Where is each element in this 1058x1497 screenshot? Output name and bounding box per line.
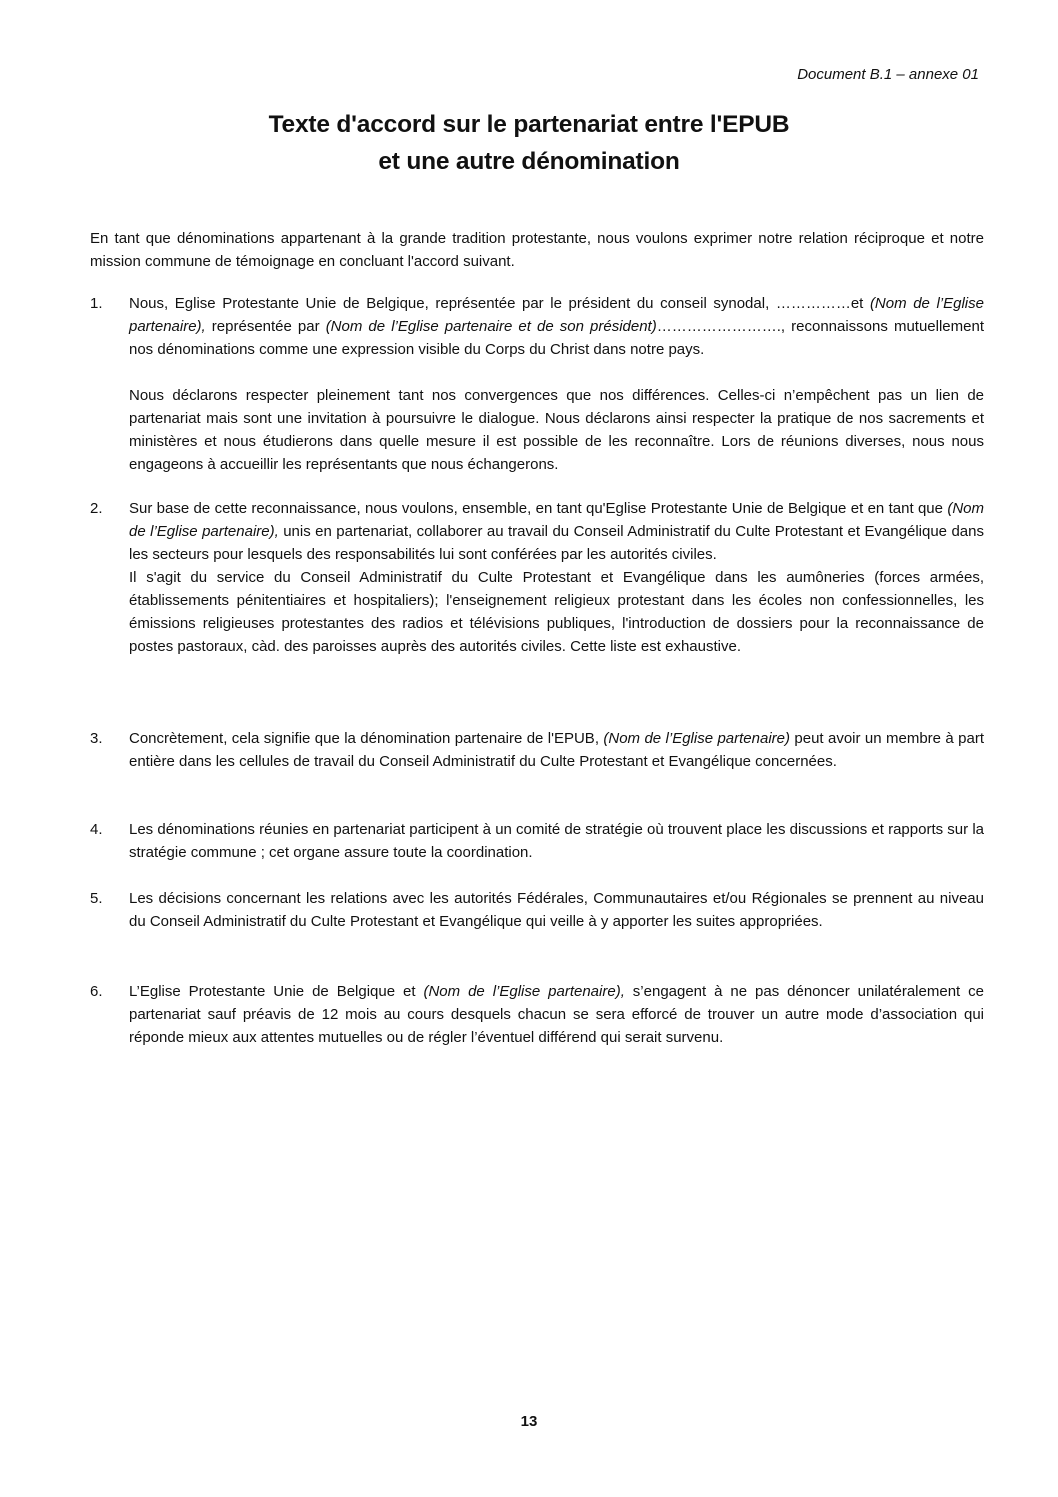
text-run: Sur base de cette reconnaissance, nous voulons, ensemble, en tant qu'Eglise Protestante Unie de Belgique et en tant que: [129, 500, 948, 517]
list-item-3: [90, 727, 984, 773]
text-run: Nous, Eglise Protestante Unie de Belgique, représentée par le président du conseil synodal, ……………et: [129, 295, 870, 312]
item-paragraph: [129, 727, 984, 773]
intro-paragraph: En tant que dénominations appartenant à la grande tradition protestante, nous voulons exprimer notre relation réciproque et notre mission commune de témoignage en concluant l'accord suivant.: [90, 230, 984, 270]
text-run: Concrètement, cela signifie que la dénomination partenaire de l'EPUB,: [129, 730, 604, 747]
list-item-5: [90, 887, 984, 933]
item-number: 6.: [90, 983, 103, 1000]
item-paragraph: [129, 292, 984, 361]
list-item-6: [90, 980, 984, 1049]
item-number: 3.: [90, 730, 103, 747]
title-line-2: et une autre dénomination: [378, 148, 680, 175]
placeholder-text: (Nom de l’Eglise partenaire),: [423, 983, 625, 1000]
item-paragraph: Les dénominations réunies en partenariat participent à un comité de stratégie où trouvent place les discussions et rapports sur la stratégie commune ; cet organe assure toute la coordination.: [129, 821, 984, 861]
item-text: [129, 497, 984, 658]
document-reference: Document B.1 – annexe 01: [797, 66, 979, 83]
item-paragraph: Les décisions concernant les relations avec les autorités Fédérales, Communautaires et/ou Régionales se prennent au niveau du Conseil Administratif du Culte Protestant et Evangélique qui veille à y apporter les suites appropriées.: [129, 890, 984, 930]
placeholder-text: (Nom de l’Eglise partenaire): [603, 730, 790, 747]
item-number: 2.: [90, 500, 103, 517]
item-number: 1.: [90, 295, 103, 312]
item-paragraph: Nous déclarons respecter pleinement tant nos convergences que nos différences. Celles-ci n’empêchent pas un lien de partenariat mais sont une invitation à poursuivre le dialogue. Nous déclarons ainsi respecter la pratique de nos sacrements et ministères et nous étudierons dans quelle mesure il est possible de les reconnaître. Lors de réunions diverses, nous nous engageons à accueillir les représentants que nous échangerons.: [129, 387, 984, 473]
placeholder-text: (Nom de l’Eglise partenaire),: [129, 295, 984, 335]
item-text: [129, 980, 984, 1049]
item-text: [129, 887, 984, 933]
list-item-1: [90, 292, 984, 476]
item-text: [129, 818, 984, 864]
text-run: ……………………., reconnaissons mutuellement nos dénominations comme une expression visible du Corps du Christ dans notre pays.: [129, 318, 984, 358]
text-run: représentée par: [205, 318, 326, 335]
item-paragraph: [129, 497, 984, 566]
item-text: [129, 292, 984, 476]
text-run: peut avoir un membre à part entière dans les cellules de travail du Conseil Administratif du Culte Protestant et Evangélique concernées.: [129, 730, 984, 770]
list-item-4: [90, 818, 984, 864]
title-line-1: Texte d'accord sur le partenariat entre l'EPUB: [268, 111, 790, 138]
item-text: [129, 727, 984, 773]
item-number: 4.: [90, 821, 103, 838]
list-item-2: [90, 497, 984, 658]
placeholder-text: (Nom de l’Eglise partenaire et de son président): [325, 318, 657, 335]
page-title: [0, 106, 1058, 180]
text-run: L’Eglise Protestante Unie de Belgique et: [129, 983, 424, 1000]
item-paragraph: [129, 980, 984, 1049]
text-run: s’engagent à ne pas dénoncer unilatéralement ce partenariat sauf préavis de 12 mois au cours desquels chacun se sera efforcé de trouver un autre mode d’association qui réponde mieux aux attentes mutuelles ou de régler l’éventuel différend qui serait survenu.: [129, 983, 984, 1046]
item-paragraph: Il s'agit du service du Conseil Administratif du Culte Protestant et Evangélique dans les aumôneries (forces armées, établissements pénitentiaires et hospitaliers); l'enseignement religieux protestant dans les écoles non confessionnelles, les émissions religieuses protestantes des radios et télévisions publiques, l'introduction de dossiers pour la reconnaissance de postes pastoraux, càd. des paroisses auprès des autorités civiles. Cette liste est exhaustive.: [129, 569, 984, 655]
page-number: 13: [520, 1413, 538, 1430]
text-run: unis en partenariat, collaborer au travail du Conseil Administratif du Culte Protestant et Evangélique dans les secteurs pour lesquels des responsabilités lui sont conférées par les autorités civiles.: [129, 523, 984, 563]
item-number: 5.: [90, 890, 103, 907]
placeholder-text: (Nom de l’Eglise partenaire),: [129, 500, 984, 540]
